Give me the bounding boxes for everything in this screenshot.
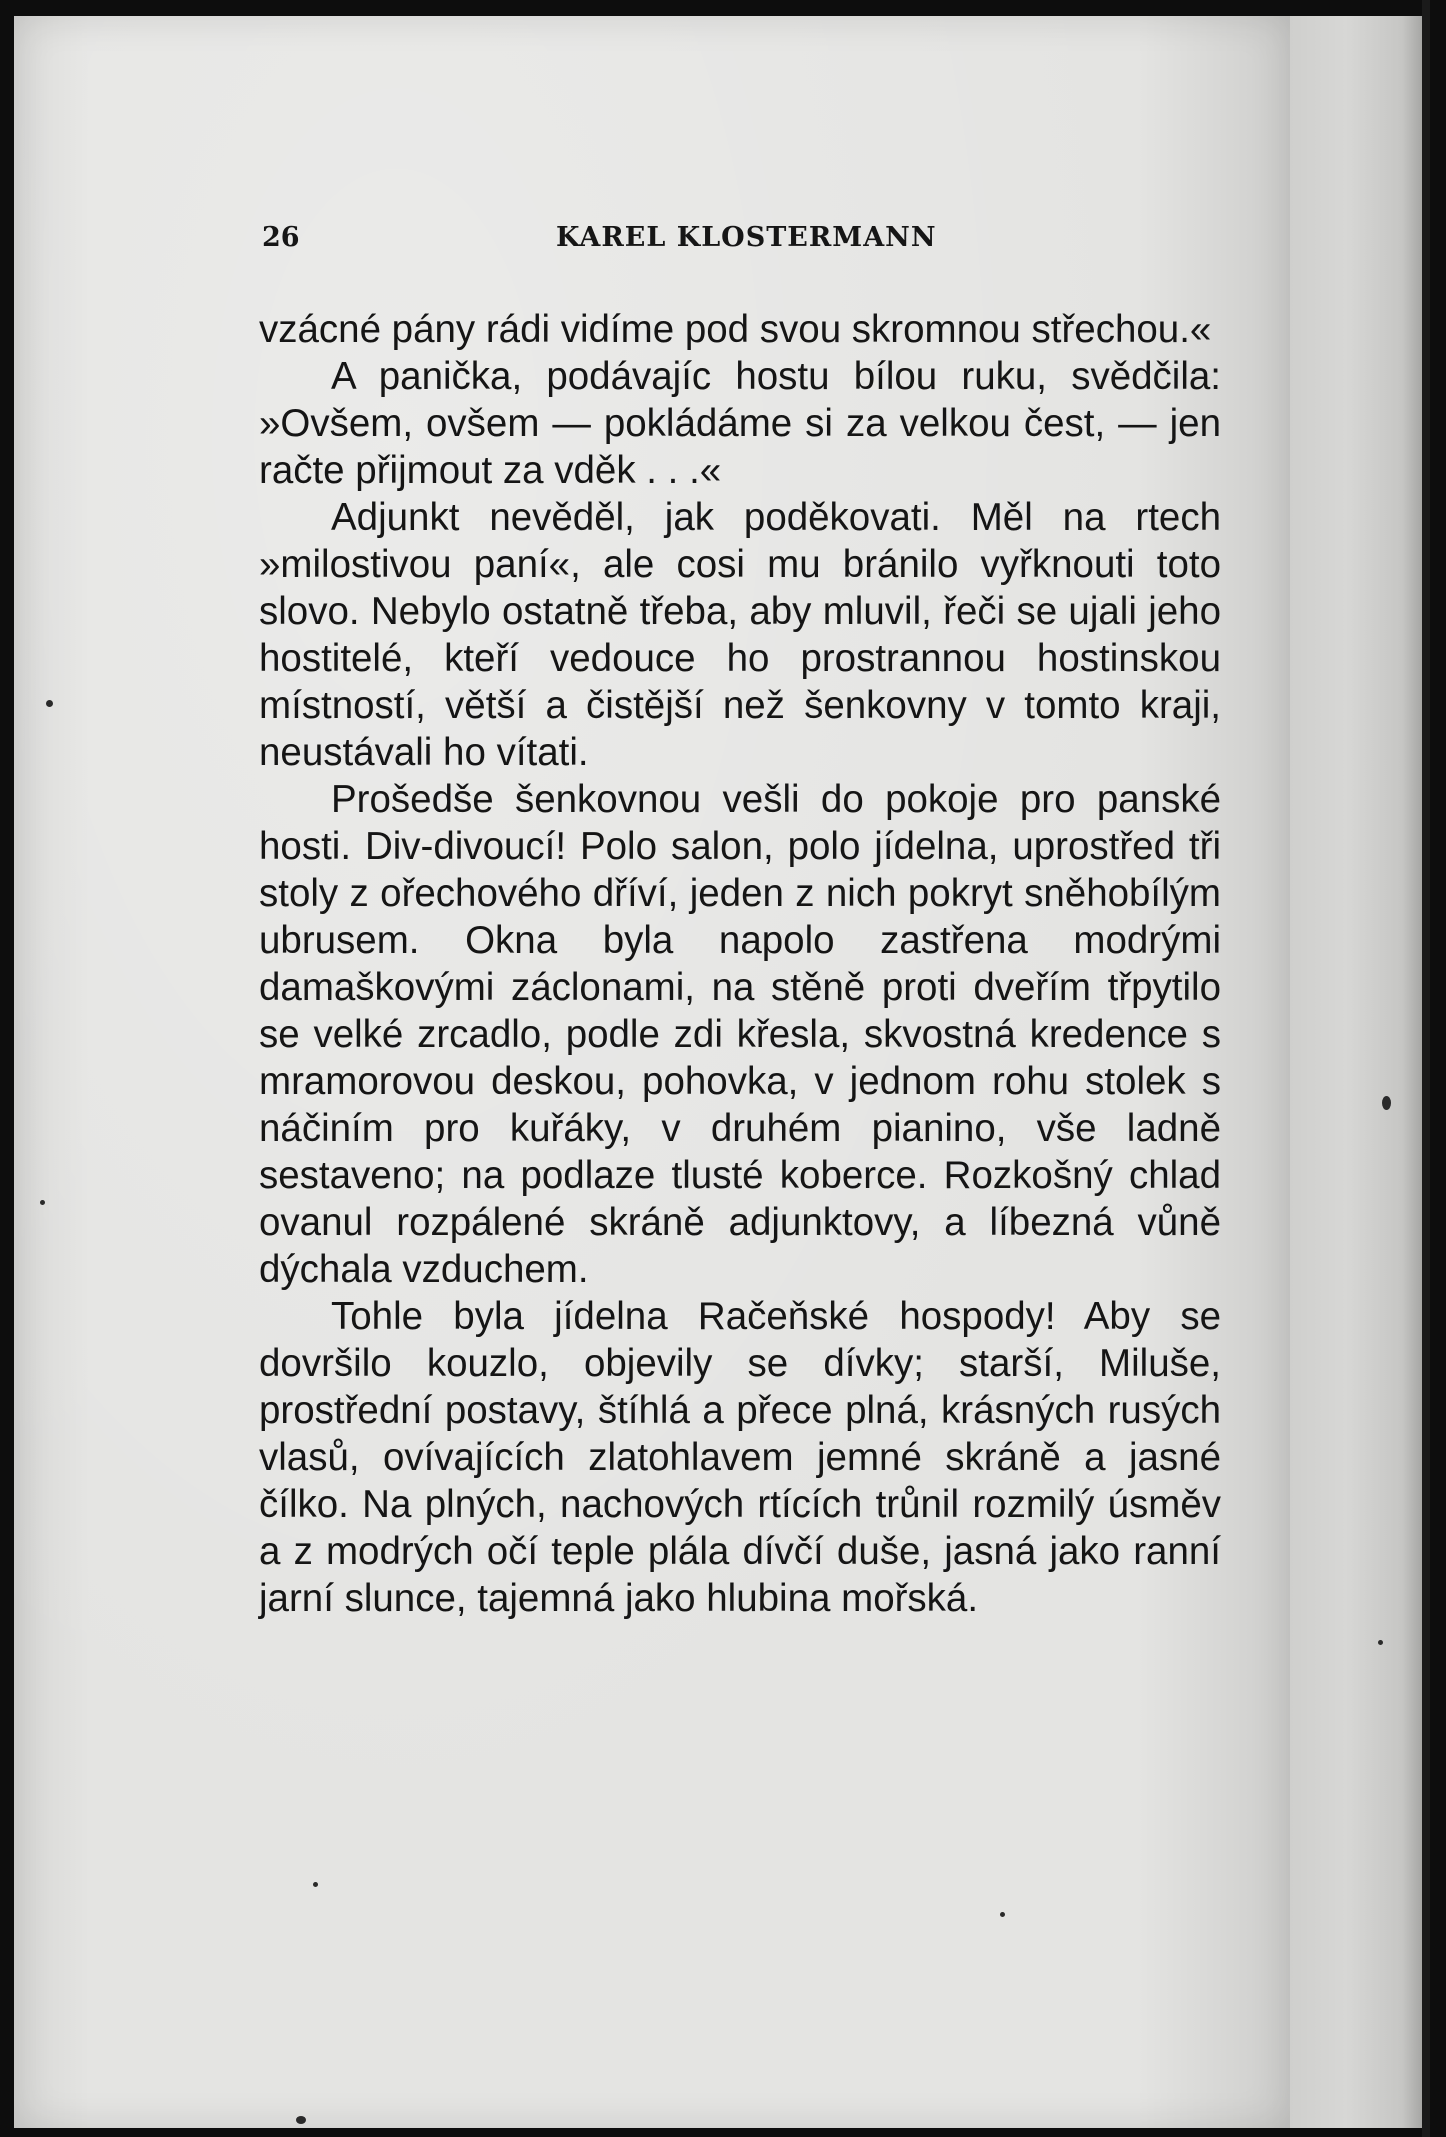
scan-speck	[1382, 1096, 1391, 1110]
paragraph-1: vzácné pány rádi vidíme pod svou skromnou střechou.«	[259, 308, 1212, 351]
body-text	[259, 306, 1221, 1622]
scan-speck	[40, 1200, 45, 1205]
paragraph-2: A panička, podávajíc hostu bílou ruku, svědčila: »Ovšem, ovšem — pokládáme si za velkou čest, — jen račte přijmout za vděk . . .«	[259, 355, 1221, 492]
scan-speck	[46, 700, 53, 707]
scan-speck	[313, 1882, 318, 1887]
scan-speck	[1378, 1640, 1383, 1645]
scan-speck	[296, 2116, 306, 2124]
page-header	[262, 222, 942, 262]
paragraph-4: Prošedše šenkovnou vešli do pokoje pro panské hosti. Div-divoucí! Polo salon, polo jídelna, uprostřed tři stoly z ořechového dříví, jeden z nich pokryt sněhobílým ubrusem. Okna byla napolo zastřena modrými damaškovými záclonami, na stěně proti dveřím třpytilo se velké zrcadlo, podle zdi křesla, skvostná kredence s mramorovou deskou, pohovka, v jednom rohu stolek s náčiním pro kuřáky, v druhém pianino, vše ladně sestaveno; na podlaze tlusté koberce. Rozkošný chlad ovanul rozpálené skráně adjunktovy, a líbezná vůně dýchala vzduchem.	[259, 778, 1221, 1291]
paragraph-3: Adjunkt nevěděl, jak poděkovati. Měl na rtech »milostivou paní«, ale cosi mu bránilo vyřknouti toto slovo. Nebylo ostatně třeba, aby mluvil, řeči se ujali jeho hostitelé, kteří vedouce ho prostrannou hostinskou místností, větší a čistější než šenkovny v tomto kraji, neustávali ho vítati.	[259, 496, 1221, 774]
scan-edge	[1422, 0, 1430, 2137]
paragraph-5: Tohle byla jídelna Račeňské hospody! Aby se dovršilo kouzlo, objevily se dívky; starší, Miluše, prostřední postavy, štíhlá a přece plná, krásných rusých vlasů, ovívajících zlatohlavem jemné skráně a jasné čílko. Na plných, nachových rtících trůnil rozmilý úsměv a z modrých očí teple plála dívčí duše, jasná jako ranní jarní slunce, tajemná jako hlubina mořská.	[259, 1295, 1221, 1620]
page-number: 26	[262, 222, 300, 253]
running-head: KAREL KLOSTERMANN	[556, 222, 937, 253]
book-gutter	[1290, 16, 1430, 2128]
scan-speck	[1000, 1912, 1005, 1917]
